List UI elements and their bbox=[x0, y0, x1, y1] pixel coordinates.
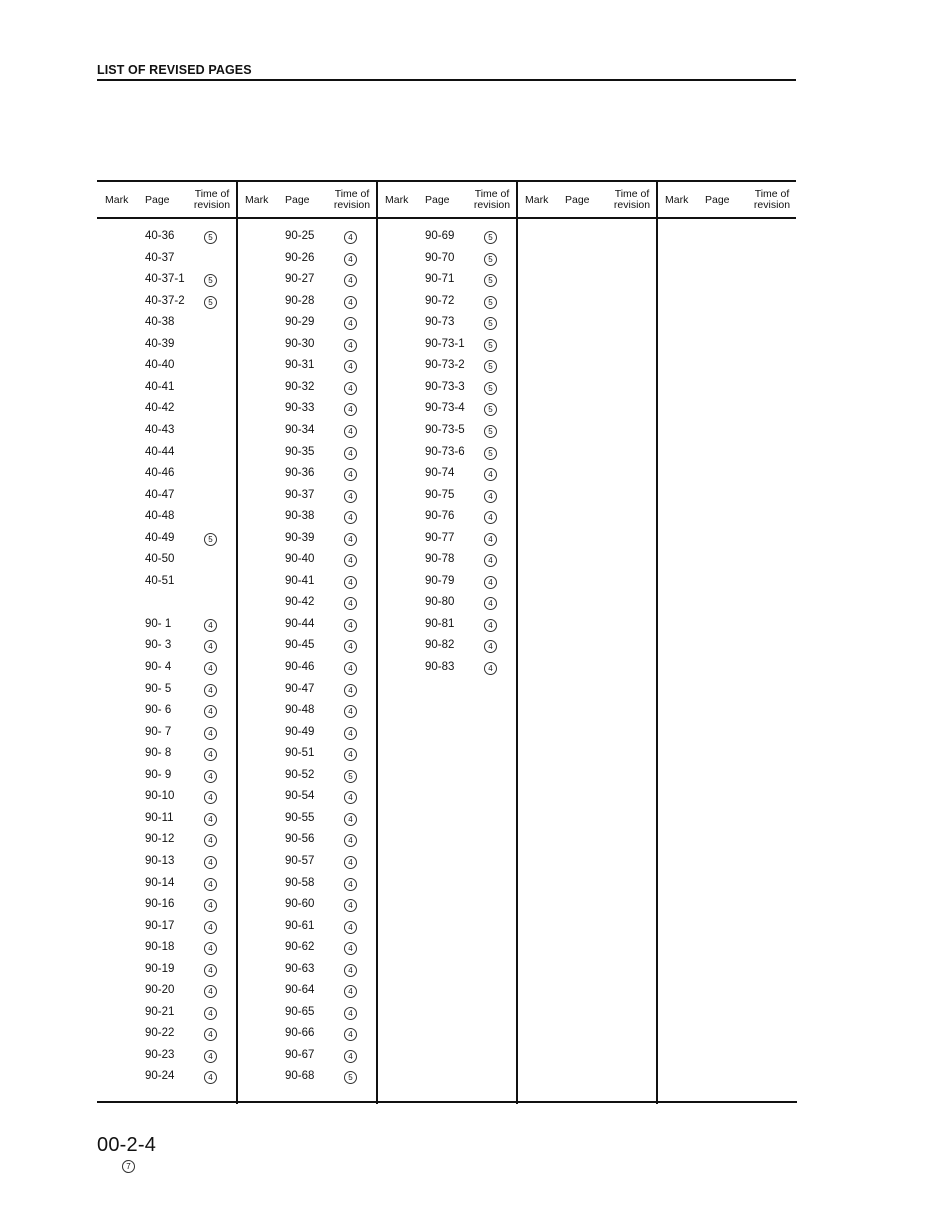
revision-number-mark: 5 bbox=[204, 274, 217, 287]
page-number: 90-73-2 bbox=[425, 359, 465, 372]
revision-number-mark: 4 bbox=[344, 985, 357, 998]
revision-number-mark: 4 bbox=[484, 640, 497, 653]
page-number: 90-29 bbox=[285, 316, 315, 329]
revision-number-mark: 4 bbox=[204, 921, 217, 934]
page-number: 90-73 bbox=[425, 316, 455, 329]
column-header-mark: Mark bbox=[525, 194, 549, 206]
page-number: 40-46 bbox=[145, 467, 175, 480]
page-code: 00-2-4 bbox=[97, 1134, 157, 1156]
column-header-page: Page bbox=[705, 194, 730, 206]
page-number: 90-24 bbox=[145, 1070, 175, 1083]
page-number: 90-21 bbox=[145, 1005, 175, 1018]
page-number: 40-48 bbox=[145, 510, 175, 523]
page-number: 90-27 bbox=[285, 273, 315, 286]
page-number: 90-34 bbox=[285, 423, 315, 436]
revision-number-mark: 4 bbox=[204, 856, 217, 869]
page-number: 90-60 bbox=[285, 898, 315, 911]
revision-number-mark: 4 bbox=[344, 748, 357, 761]
page-number: 90-78 bbox=[425, 553, 455, 566]
column-header-time-of-revision bbox=[749, 189, 795, 211]
page-number: 90- 7 bbox=[145, 725, 172, 738]
revision-number-mark: 4 bbox=[344, 899, 357, 912]
page-number: 90-18 bbox=[145, 941, 175, 954]
revision-number-mark: 4 bbox=[344, 878, 357, 891]
page-number: 40-51 bbox=[145, 574, 175, 587]
revision-number-mark: 4 bbox=[204, 770, 217, 783]
page-number: 90-69 bbox=[425, 230, 455, 242]
revision-number-mark: 4 bbox=[344, 231, 357, 244]
page-number: 90-23 bbox=[145, 1048, 175, 1061]
revision-number-mark: 4 bbox=[204, 1071, 217, 1084]
revision-number-mark: 4 bbox=[484, 511, 497, 524]
revised-pages-table bbox=[97, 180, 796, 1104]
page-number: 90-67 bbox=[285, 1048, 315, 1061]
page-number: 40-39 bbox=[145, 337, 175, 350]
page-number: 90-12 bbox=[145, 833, 175, 846]
page-number: 90-73-3 bbox=[425, 380, 465, 393]
revision-number-mark: 4 bbox=[204, 727, 217, 740]
page-number: 90-82 bbox=[425, 639, 455, 652]
revision-number-mark: 4 bbox=[344, 468, 357, 481]
page-number: 90-81 bbox=[425, 617, 455, 630]
revision-number-mark: 5 bbox=[484, 231, 497, 244]
column-header-time-of: Time of bbox=[334, 188, 370, 200]
column-divider bbox=[376, 182, 378, 1104]
page-number: 90-79 bbox=[425, 574, 455, 587]
revision-number-mark: 4 bbox=[344, 296, 357, 309]
page-number: 90-58 bbox=[285, 876, 315, 889]
column-header-mark: Mark bbox=[665, 194, 689, 206]
revision-number-mark: 4 bbox=[344, 360, 357, 373]
revision-number-mark: 5 bbox=[484, 274, 497, 287]
page-number: 90-35 bbox=[285, 445, 315, 458]
page-number: 90-71 bbox=[425, 273, 455, 286]
revision-number-mark: 4 bbox=[344, 964, 357, 977]
revision-number-mark: 5 bbox=[484, 339, 497, 352]
page-number: 90- 6 bbox=[145, 704, 172, 717]
revision-number-mark: 5 bbox=[484, 403, 497, 416]
page-number: 90-52 bbox=[285, 768, 315, 781]
page-number: 90-80 bbox=[425, 596, 455, 609]
revision-number-mark: 4 bbox=[204, 964, 217, 977]
page-number: 40-38 bbox=[145, 316, 175, 329]
page-number: 90-42 bbox=[285, 596, 315, 609]
revision-number-mark: 4 bbox=[344, 490, 357, 503]
page-number: 90-41 bbox=[285, 574, 315, 587]
page-number: 90-38 bbox=[285, 510, 315, 523]
page-number: 90-37 bbox=[285, 488, 315, 501]
column-header-page: Page bbox=[565, 194, 590, 206]
revision-number-mark: 5 bbox=[484, 317, 497, 330]
page-number: 40-50 bbox=[145, 553, 175, 566]
page-number: 90-47 bbox=[285, 682, 315, 695]
footer-revision-mark: 7 bbox=[122, 1160, 135, 1173]
table-column-headers bbox=[97, 182, 796, 217]
revision-number-mark: 4 bbox=[484, 597, 497, 610]
column-header-time-of-revision bbox=[189, 189, 235, 211]
page-number: 40-49 bbox=[145, 531, 175, 544]
revision-number-mark: 4 bbox=[484, 662, 497, 675]
page-number: 90-72 bbox=[425, 294, 455, 307]
page-number: 90-14 bbox=[145, 876, 175, 889]
page-number: 90-30 bbox=[285, 337, 315, 350]
page-number: 90-40 bbox=[285, 553, 315, 566]
column-header-revision: revision bbox=[193, 199, 231, 211]
page-number: 90-19 bbox=[145, 962, 175, 975]
page-number: 90-55 bbox=[285, 811, 315, 824]
page-number: 90-49 bbox=[285, 725, 315, 738]
column-header-revision: revision bbox=[753, 199, 791, 211]
revision-number-mark: 4 bbox=[484, 490, 497, 503]
revision-number-mark: 4 bbox=[484, 576, 497, 589]
revision-number-mark: 4 bbox=[204, 1028, 217, 1041]
page-number: 40-42 bbox=[145, 402, 175, 415]
revision-number-mark: 4 bbox=[344, 533, 357, 546]
page-number: 90-51 bbox=[285, 747, 315, 760]
page-number: 90-11 bbox=[145, 811, 174, 824]
revision-number-mark: 5 bbox=[484, 447, 497, 460]
revision-number-mark: 4 bbox=[344, 791, 357, 804]
revision-number-mark: 4 bbox=[344, 619, 357, 632]
revision-number-mark: 4 bbox=[204, 942, 217, 955]
page-number: 90-73-5 bbox=[425, 423, 465, 436]
revision-number-mark: 4 bbox=[204, 985, 217, 998]
page-number: 90-48 bbox=[285, 704, 315, 717]
revision-number-mark: 4 bbox=[204, 834, 217, 847]
column-header-time-of: Time of bbox=[474, 188, 510, 200]
page-number: 90-39 bbox=[285, 531, 315, 544]
revision-number-mark: 4 bbox=[344, 274, 357, 287]
revision-number-mark: 4 bbox=[344, 662, 357, 675]
revision-number-mark: 5 bbox=[484, 296, 497, 309]
page-number: 90-10 bbox=[145, 790, 175, 803]
header-rule bbox=[97, 79, 796, 81]
page-number: 40-40 bbox=[145, 359, 175, 372]
page-number: 40-37-2 bbox=[145, 294, 185, 307]
page-number: 90- 1 bbox=[145, 617, 172, 630]
revision-number-mark: 4 bbox=[344, 1007, 357, 1020]
revision-number-mark: 4 bbox=[344, 317, 357, 330]
revision-number-mark: 5 bbox=[204, 296, 217, 309]
revision-number-mark: 5 bbox=[344, 1071, 357, 1084]
page-number: 40-37 bbox=[145, 251, 175, 264]
page-number: 90-44 bbox=[285, 617, 315, 630]
page-number: 90-61 bbox=[285, 919, 315, 932]
revision-number-mark: 4 bbox=[344, 382, 357, 395]
revision-number-mark: 4 bbox=[344, 425, 357, 438]
revision-number-mark: 4 bbox=[204, 748, 217, 761]
revision-number-mark: 4 bbox=[204, 791, 217, 804]
revision-number-mark: 4 bbox=[344, 727, 357, 740]
revision-number-mark: 4 bbox=[204, 619, 217, 632]
page-number: 90-57 bbox=[285, 854, 315, 867]
page-number: 90- 8 bbox=[145, 747, 172, 760]
column-header-time-of-revision bbox=[609, 189, 655, 211]
revision-number-mark: 4 bbox=[344, 640, 357, 653]
page-number: 40-36 bbox=[145, 230, 175, 242]
revision-number-mark: 4 bbox=[204, 705, 217, 718]
column-header-revision: revision bbox=[333, 199, 371, 211]
page-number: 90-28 bbox=[285, 294, 315, 307]
revision-number-mark: 5 bbox=[484, 382, 497, 395]
page-number: 90- 3 bbox=[145, 639, 172, 652]
revision-number-mark: 4 bbox=[344, 942, 357, 955]
revision-number-mark: 4 bbox=[344, 597, 357, 610]
page-number: 90-13 bbox=[145, 854, 175, 867]
revision-number-mark: 4 bbox=[204, 878, 217, 891]
revision-number-mark: 4 bbox=[344, 1050, 357, 1063]
revision-number-mark: 4 bbox=[204, 640, 217, 653]
page-number: 90-76 bbox=[425, 510, 455, 523]
revision-number-mark: 4 bbox=[344, 834, 357, 847]
page-number: 90-56 bbox=[285, 833, 315, 846]
page-number: 90-73-1 bbox=[425, 337, 465, 350]
revision-number-mark: 4 bbox=[344, 684, 357, 697]
column-header-mark: Mark bbox=[105, 194, 129, 206]
page-number: 90- 9 bbox=[145, 768, 172, 781]
page-number: 90-65 bbox=[285, 1005, 315, 1018]
page-number: 90-31 bbox=[285, 359, 315, 372]
column-header-page: Page bbox=[285, 194, 310, 206]
revision-number-mark: 4 bbox=[344, 447, 357, 460]
page-number: 90-64 bbox=[285, 984, 315, 997]
table-bottom-rule bbox=[97, 1101, 797, 1103]
revision-number-mark: 4 bbox=[344, 921, 357, 934]
column-header-time-of: Time of bbox=[614, 188, 650, 200]
page-number: 90-25 bbox=[285, 230, 315, 242]
page-number: 90-66 bbox=[285, 1027, 315, 1040]
revision-number-mark: 4 bbox=[344, 813, 357, 826]
page-number: 90-74 bbox=[425, 467, 455, 480]
revision-number-mark: 5 bbox=[344, 770, 357, 783]
page-number: 90-45 bbox=[285, 639, 315, 652]
column-header-time-of-revision bbox=[469, 189, 515, 211]
revision-number-mark: 4 bbox=[344, 403, 357, 416]
revision-number-mark: 4 bbox=[204, 684, 217, 697]
column-header-page: Page bbox=[145, 194, 170, 206]
column-header-revision: revision bbox=[613, 199, 651, 211]
revision-number-mark: 5 bbox=[484, 425, 497, 438]
page-number: 90-22 bbox=[145, 1027, 175, 1040]
revision-number-mark: 4 bbox=[344, 253, 357, 266]
revision-number-mark: 5 bbox=[484, 360, 497, 373]
revision-number-mark: 4 bbox=[344, 576, 357, 589]
page-number: 40-37-1 bbox=[145, 273, 185, 286]
page-number: 90-75 bbox=[425, 488, 455, 501]
page-number: 90-73-4 bbox=[425, 402, 465, 415]
page-number: 90-26 bbox=[285, 251, 315, 264]
page-number: 90-63 bbox=[285, 962, 315, 975]
revision-number-mark: 4 bbox=[204, 662, 217, 675]
revision-number-mark: 5 bbox=[484, 253, 497, 266]
page-number: 90-32 bbox=[285, 380, 315, 393]
column-divider bbox=[516, 182, 518, 1104]
page-number: 90-33 bbox=[285, 402, 315, 415]
revision-number-mark: 5 bbox=[204, 231, 217, 244]
page-number: 90-77 bbox=[425, 531, 455, 544]
column-header-time-of: Time of bbox=[754, 188, 790, 200]
column-header-time-of-revision bbox=[329, 189, 375, 211]
page-number: 90-16 bbox=[145, 898, 175, 911]
page-number: 90-73-6 bbox=[425, 445, 465, 458]
revision-number-mark: 5 bbox=[204, 533, 217, 546]
page-title: LIST OF REVISED PAGES bbox=[97, 63, 252, 77]
page-number: 90-70 bbox=[425, 251, 455, 264]
column-header-time-of: Time of bbox=[194, 188, 230, 200]
revision-number-mark: 4 bbox=[204, 1050, 217, 1063]
page-number: 90-83 bbox=[425, 661, 455, 673]
revision-number-mark: 4 bbox=[344, 705, 357, 718]
page-number: 40-41 bbox=[145, 380, 175, 393]
page-number: 90-36 bbox=[285, 467, 315, 480]
revision-number-mark: 4 bbox=[484, 533, 497, 546]
revision-number-mark: 4 bbox=[344, 554, 357, 567]
page-number: 90-20 bbox=[145, 984, 175, 997]
page-number: 40-43 bbox=[145, 423, 175, 436]
column-header-page: Page bbox=[425, 194, 450, 206]
page-number: 40-47 bbox=[145, 488, 175, 501]
revision-number-mark: 4 bbox=[344, 1028, 357, 1041]
revision-number-mark: 4 bbox=[344, 856, 357, 869]
revision-number-mark: 4 bbox=[484, 468, 497, 481]
revision-number-mark: 4 bbox=[344, 511, 357, 524]
column-header-revision: revision bbox=[473, 199, 511, 211]
column-divider bbox=[656, 182, 658, 1104]
revision-number-mark: 4 bbox=[484, 619, 497, 632]
revision-number-mark: 4 bbox=[484, 554, 497, 567]
revision-number-mark: 4 bbox=[344, 339, 357, 352]
revision-number-mark: 4 bbox=[204, 1007, 217, 1020]
page-number: 40-44 bbox=[145, 445, 175, 458]
column-divider bbox=[236, 182, 238, 1104]
revision-number-mark: 4 bbox=[204, 899, 217, 912]
page-number: 90-54 bbox=[285, 790, 315, 803]
column-header-mark: Mark bbox=[385, 194, 409, 206]
page-number: 90-68 bbox=[285, 1070, 315, 1083]
page-number: 90- 4 bbox=[145, 661, 172, 673]
column-header-mark: Mark bbox=[245, 194, 269, 206]
page-number: 90-62 bbox=[285, 941, 315, 954]
page-number: 90-17 bbox=[145, 919, 175, 932]
revision-number-mark: 4 bbox=[204, 813, 217, 826]
table-header-rule bbox=[97, 217, 796, 219]
page-number: 90- 5 bbox=[145, 682, 172, 695]
page-number: 90-46 bbox=[285, 661, 315, 673]
